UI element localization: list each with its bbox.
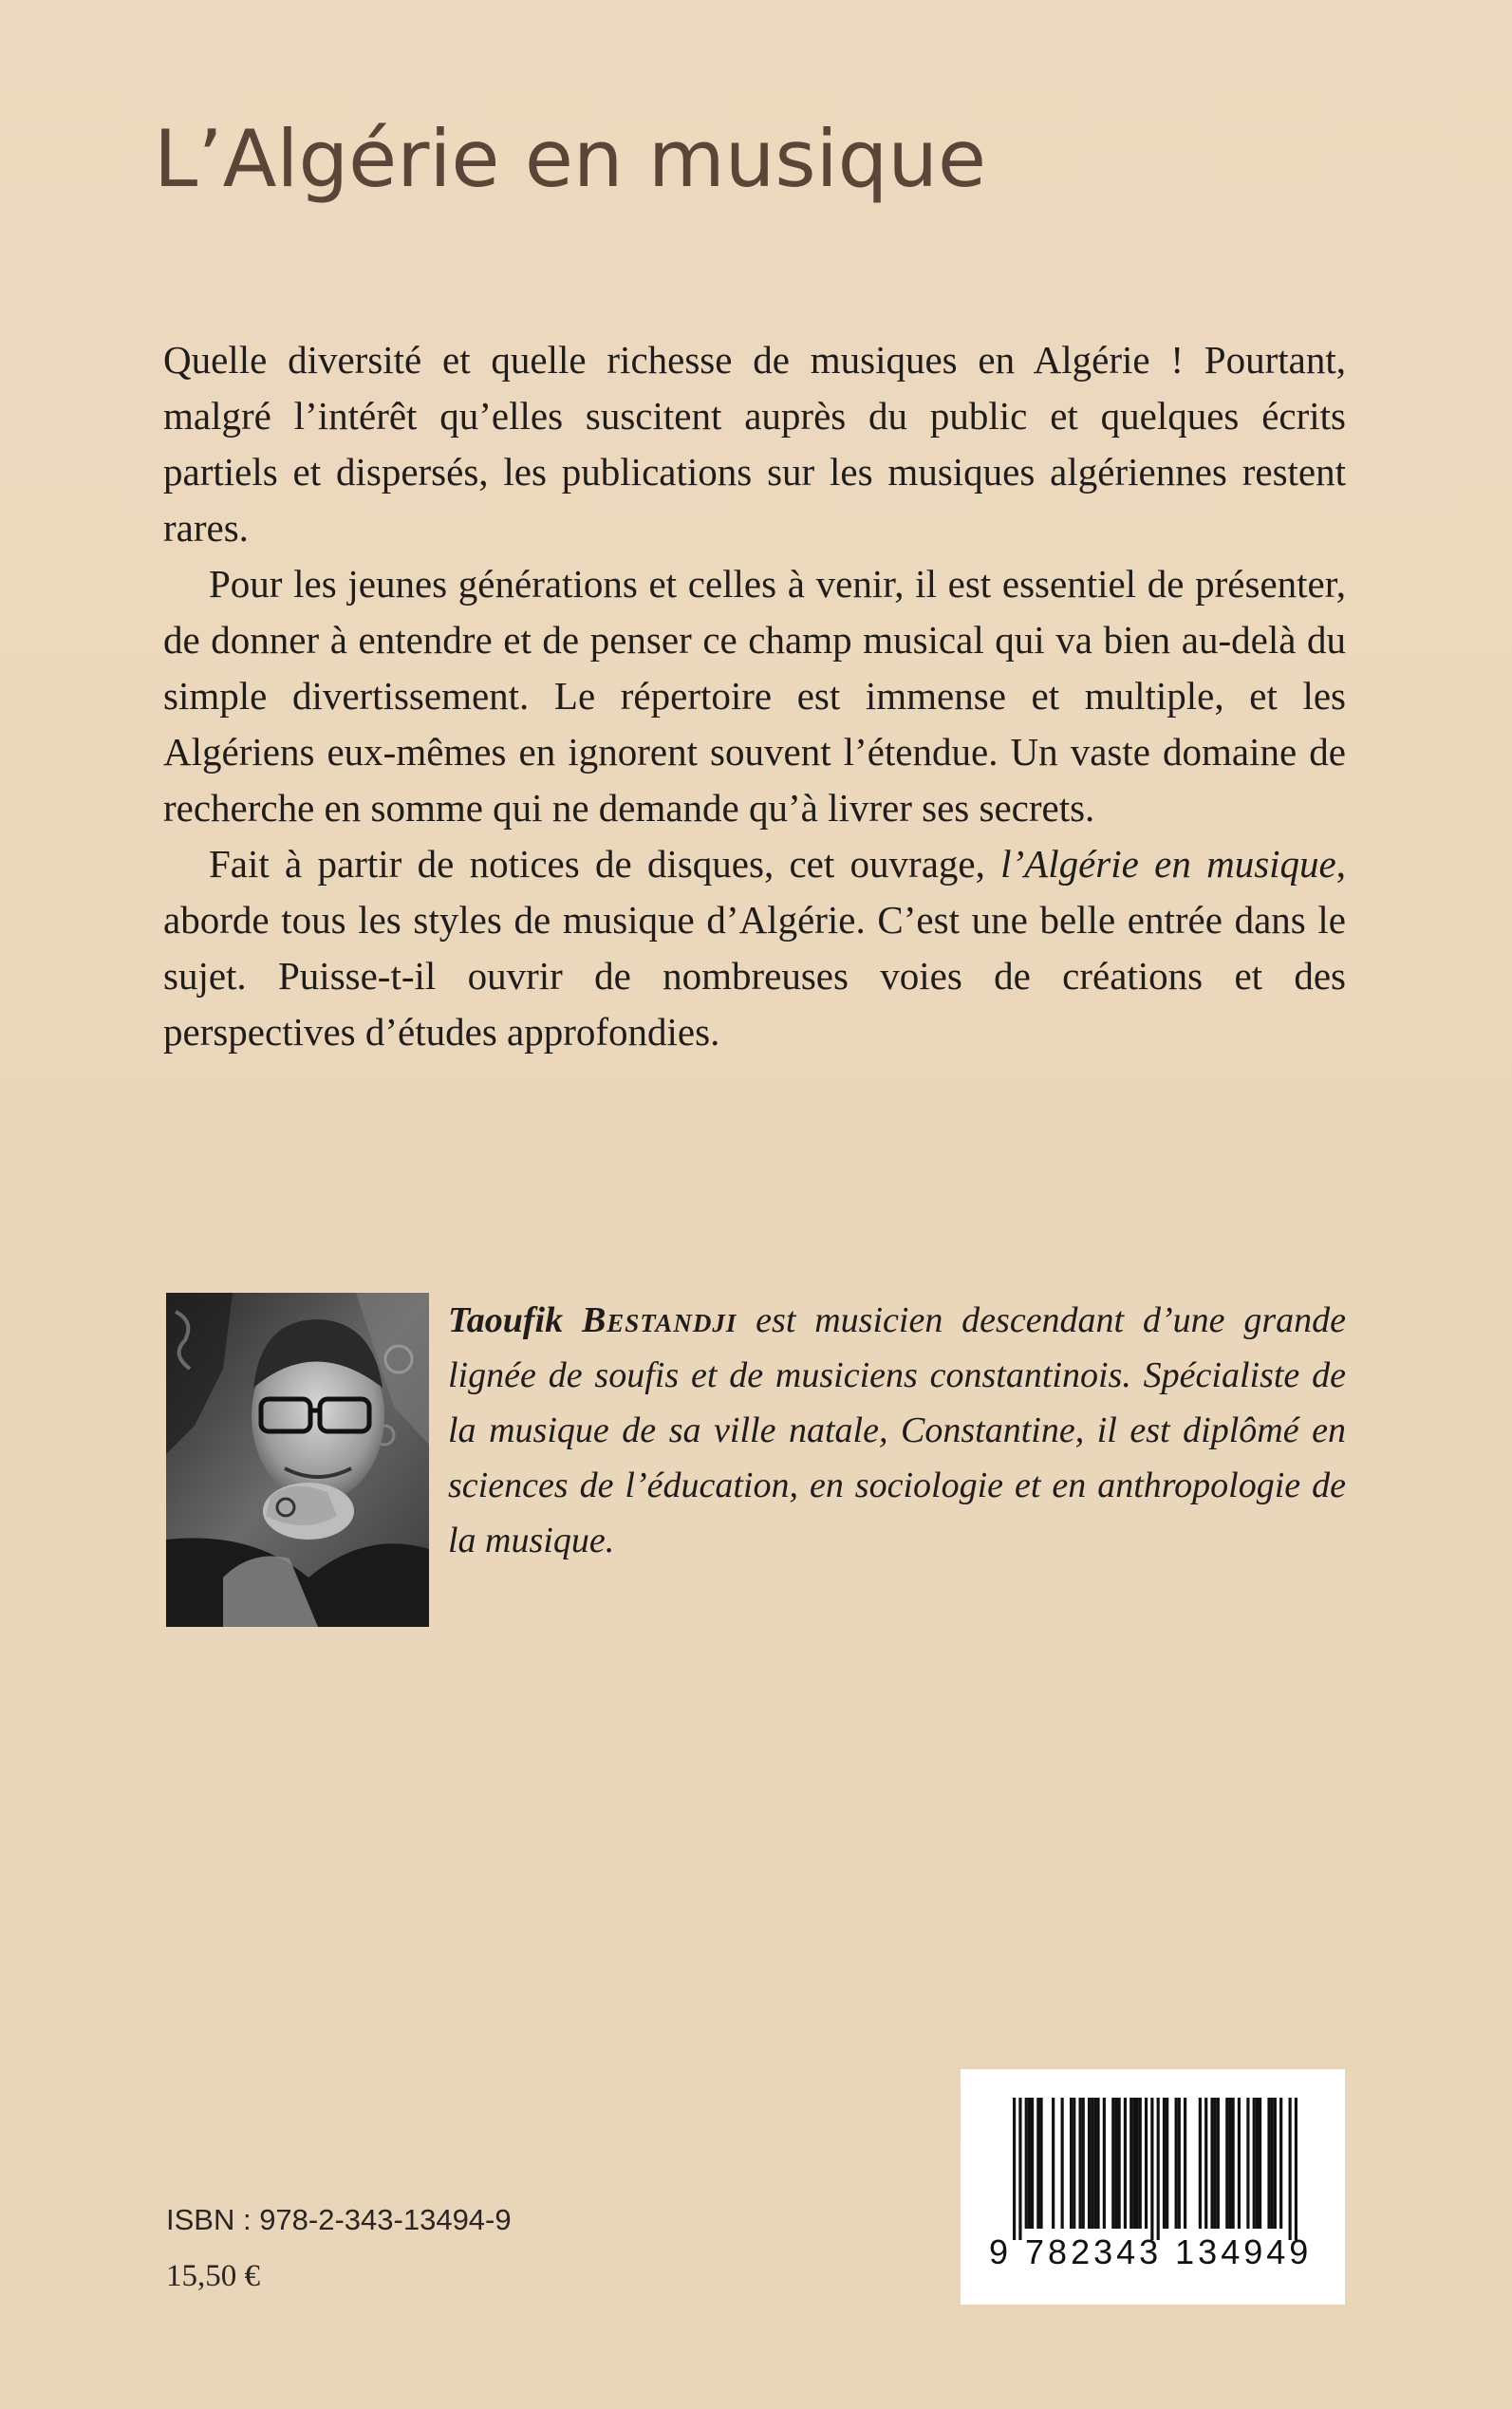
- book-title: L’Algérie en musique: [154, 113, 987, 205]
- barcode-bar: [1078, 2098, 1081, 2229]
- barcode-bar: [1082, 2098, 1085, 2229]
- barcode-bar: [1232, 2098, 1235, 2229]
- barcode-bar: [1225, 2098, 1228, 2229]
- barcode-bar: [1028, 2098, 1031, 2229]
- author-bio-text: est musicien descendant d’une grande lignée de soufis et de musiciens constantinois. Spécialiste de la musique de sa ville natale, Constantine, il est diplômé en sciences de l’éducation, en sociologie et en anthropologie de la musique.: [448, 1300, 1346, 1560]
- author-first-name: Taoufik: [448, 1300, 564, 1340]
- blurb-paragraph-3: [163, 836, 1346, 1060]
- barcode-bar: [1096, 2098, 1099, 2229]
- barcode-bar: [1070, 2098, 1073, 2229]
- price: 15,50 €: [166, 2259, 260, 2293]
- barcode-bar: [1124, 2098, 1127, 2229]
- blurb-paragraph-2: Pour les jeunes générations et celles à venir, il est essentiel de présenter, de donner à entendre et de penser ce champ musical qui va bien au-delà du simple divertissement. Le répertoire est immense et multiple, et les Algériens eux-mêmes en ignorent souvent l’étendue. Un vaste domaine de recherche en somme qui ne demande qu’à livrer ses secrets.: [163, 562, 1346, 830]
- barcode-bars: [1013, 2098, 1297, 2240]
- barcode-bar: [1246, 2098, 1249, 2229]
- blurb: [163, 332, 1346, 1060]
- barcode-bar: [1073, 2098, 1075, 2229]
- barcode-bar: [1217, 2098, 1220, 2229]
- barcode-bar: [1157, 2098, 1160, 2240]
- barcode-bar: [1129, 2098, 1132, 2229]
- barcode-bar: [1295, 2098, 1297, 2240]
- barcode-bar: [1114, 2098, 1117, 2229]
- barcode-bar: [1088, 2098, 1091, 2229]
- author-photo: [166, 1293, 429, 1627]
- barcode-bar: [1111, 2098, 1114, 2229]
- barcode-bar: [1052, 2098, 1055, 2229]
- barcode-bar: [1036, 2098, 1039, 2229]
- barcode-bar: [1271, 2098, 1274, 2229]
- barcode-bar: [1013, 2098, 1016, 2240]
- blurb-p3-end: , aborde tous les styles de musique d’Algérie. C’est une belle entrée dans le sujet. Puisse-t-il ouvrir de nombreuses voies de créations et des perspectives d’études approfondies.: [163, 842, 1346, 1054]
- barcode-bar: [1289, 2098, 1292, 2240]
- blurb-p3-start: Fait à partir de notices de disques, cet ouvrage,: [209, 842, 1001, 886]
- barcode-bar: [1228, 2098, 1231, 2229]
- barcode-bar: [1178, 2098, 1181, 2229]
- barcode-bar: [1061, 2098, 1064, 2229]
- barcode-bar: [1184, 2098, 1186, 2229]
- barcode-bar: [1214, 2098, 1217, 2229]
- barcode-bar: [1150, 2098, 1153, 2240]
- barcode-bar: [1274, 2098, 1277, 2229]
- author-surname: Bestandji: [581, 1300, 737, 1340]
- barcode-bar: [1118, 2098, 1121, 2229]
- blurb-p3-book-title: l’Algérie en musique: [1000, 842, 1336, 886]
- barcode-bar: [1025, 2098, 1028, 2229]
- barcode-bar: [1175, 2098, 1178, 2229]
- barcode-bar: [1210, 2098, 1213, 2229]
- barcode-bar: [1039, 2098, 1042, 2229]
- barcode: [961, 2069, 1345, 2305]
- barcode-bar: [1166, 2098, 1168, 2229]
- barcode-bar: [1031, 2098, 1034, 2229]
- blurb-paragraph-1: Quelle diversité et quelle richesse de musiques en Algérie ! Pourtant, malgré l’intérêt qu’elles suscitent auprès du public et quelques écrits partiels et dispersés, les publications sur les musiques algériennes restent rares.: [163, 338, 1346, 550]
- barcode-bar: [1093, 2098, 1096, 2229]
- barcode-bar: [1145, 2098, 1148, 2229]
- barcode-bar: [1256, 2098, 1259, 2229]
- author-bio: [448, 1293, 1346, 1568]
- barcode-bar: [1279, 2098, 1282, 2229]
- barcode-bar: [1139, 2098, 1142, 2229]
- author-portrait-image: [166, 1293, 429, 1627]
- barcode-bar: [1204, 2098, 1207, 2229]
- barcode-bar: [1267, 2098, 1270, 2229]
- barcode-bar: [1199, 2098, 1202, 2229]
- barcode-bar: [1259, 2098, 1261, 2229]
- barcode-bar: [1135, 2098, 1138, 2229]
- barcode-digits: 9 782343 134949: [989, 2232, 1313, 2271]
- barcode-bar: [1238, 2098, 1241, 2229]
- barcode-bar: [1253, 2098, 1256, 2229]
- barcode-bar: [1091, 2098, 1093, 2229]
- barcode-bar: [1103, 2098, 1106, 2229]
- barcode-bar: [1018, 2098, 1021, 2240]
- barcode-bar: [1163, 2098, 1166, 2229]
- barcode-bar: [1132, 2098, 1135, 2229]
- isbn: ISBN : 978-2-343-13494-9: [166, 2203, 512, 2236]
